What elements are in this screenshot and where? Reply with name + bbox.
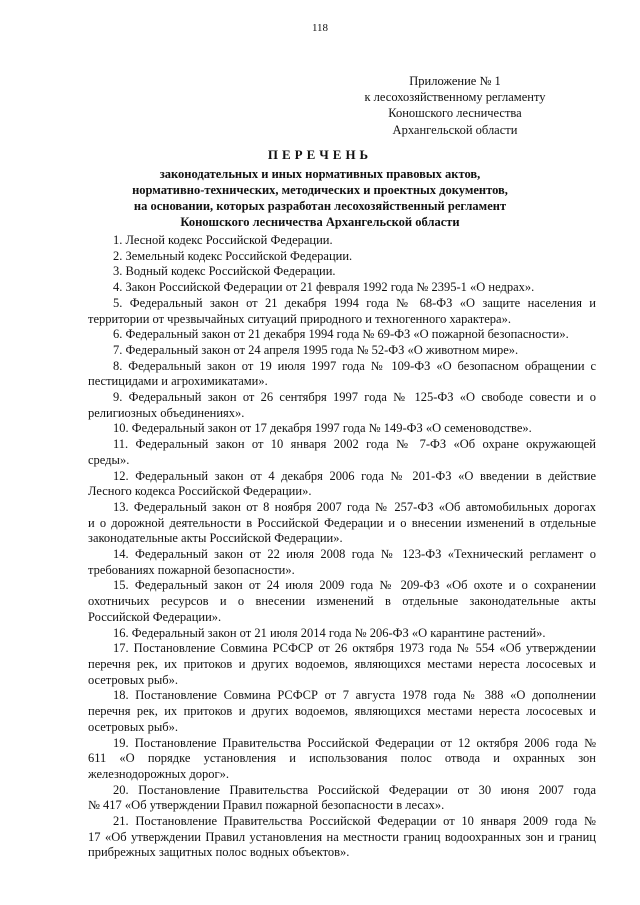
list-item-line: 21. Постановление Правительства Российской Федерации от 10 января 2009 года № [113, 814, 596, 829]
list-item [88, 264, 596, 280]
list-item-line: 17 «Об утверждении Правил установления на местности границ водоохранных зон и границ [88, 829, 596, 844]
list-item [88, 343, 596, 359]
list-item-line: среды». [88, 452, 130, 467]
appendix-line: Коношского лесничества [388, 106, 522, 121]
list-item [88, 390, 596, 421]
document-list [88, 233, 596, 861]
subtitle-line: законодательных и иных нормативных правовых актов, [159, 167, 481, 181]
subtitle-line: нормативно-технических, методических и проектных документов, [132, 183, 508, 197]
list-item-line: № 417 «Об утверждении Правил пожарной безопасности в лесах». [88, 798, 445, 813]
list-item-line: 14. Федеральный закон от 22 июля 2008 года № 123-ФЗ «Технический регламент о [113, 547, 596, 562]
list-item-line: 15. Федеральный закон от 24 июля 2009 года № 209-ФЗ «Об охоте и о сохранении [113, 578, 596, 593]
list-item [88, 437, 596, 468]
page-number: 118 [311, 22, 329, 34]
list-item-line: перечня рек, их притоков и других водоемов, являющихся местами нереста лососевых и [88, 704, 596, 719]
list-item-line: Лесного кодекса Российской Федерации». [88, 484, 312, 499]
list-item-line: 20. Постановление Правительства Российской Федерации от 30 июня 2007 года [113, 782, 596, 797]
list-item-line: пестицидами и агрохимикатами». [88, 374, 268, 389]
list-item [88, 469, 596, 500]
list-item-line: 17. Постановление Совмина РСФСР от 26 октября 1973 года № 554 «Об утверждении [113, 641, 596, 656]
list-item [88, 578, 596, 625]
list-item [88, 249, 596, 265]
list-item-line: перечня рек, их притоков и других водоемов, являющихся местами нереста лососевых и [88, 656, 596, 671]
list-item-line: 8. Федеральный закон от 19 июля 1997 года № 109-ФЗ «О безопасном обращении с [113, 358, 596, 373]
document-title: ПЕРЕЧЕНЬ [267, 147, 373, 162]
list-item-line: требованиях пожарной безопасности». [88, 562, 295, 577]
list-item-line: Российской Федерации». [88, 609, 222, 624]
appendix-line: Приложение № 1 [409, 74, 501, 88]
list-item-line: прибрежных защитных полос водных объектов». [88, 845, 350, 860]
list-item-line: 7. Федеральный закон от 24 апреля 1995 года № 52-ФЗ «О животном мире». [113, 342, 519, 357]
subtitle-line: Коношского лесничества Архангельской области [180, 215, 460, 229]
list-item-line: 6. Федеральный закон от 21 декабря 1994 года № 69-ФЗ «О пожарной безопасности». [113, 327, 569, 342]
list-item-line: 1. Лесной кодекс Российской Федерации. [113, 233, 333, 247]
list-item-line: законодательные акты Российской Федерации». [88, 531, 343, 546]
list-item [88, 736, 596, 783]
list-item [88, 359, 596, 390]
appendix-header [335, 73, 575, 138]
list-item-line: и о дорожной деятельности в Российской Федерации и о внесении изменений в отдельные [88, 515, 596, 530]
list-item-line: 10. Федеральный закон от 17 декабря 1997 года № 149-ФЗ «О семеноводстве». [113, 421, 532, 436]
appendix-line: Архангельской области [392, 122, 518, 137]
list-item-line: 611 «О порядке установления и использования полос отвода и охранных зон [88, 751, 596, 766]
appendix-line: к лесохозяйственному регламенту [364, 90, 546, 105]
list-item [88, 233, 596, 249]
list-item-line: 19. Постановление Правительства Российской Федерации от 12 октября 2006 года № [113, 735, 596, 750]
list-item-line: 3. Водный кодекс Российской Федерации. [113, 264, 336, 279]
list-item-line: 2. Земельный кодекс Российской Федерации. [113, 248, 353, 263]
list-item-line: 11. Федеральный закон от 10 января 2002 года № 7-ФЗ «Об охране окружающей [113, 437, 596, 452]
list-item-line: 12. Федеральный закон от 4 декабря 2006 года № 201-ФЗ «О введении в действие [113, 468, 596, 483]
list-item-line: осетровых рыб». [88, 672, 178, 687]
list-item-line: осетровых рыб». [88, 719, 178, 734]
list-item [88, 641, 596, 688]
list-item [88, 688, 596, 735]
list-item-line: железнодорожных дорог». [88, 766, 229, 781]
list-item-line: 16. Федеральный закон от 21 июля 2014 года № 206-ФЗ «О карантине растений». [113, 625, 546, 640]
list-item [88, 814, 596, 861]
list-item [88, 327, 596, 343]
list-item [88, 783, 596, 814]
list-item-line: территории от чрезвычайных ситуаций природного и техногенного характера». [88, 311, 511, 326]
list-item [88, 626, 596, 642]
subtitle-line: на основании, которых разработан лесохозяйственный регламент [133, 199, 507, 213]
list-item-line: охотничьих ресурсов и о внесении изменений в отдельные законодательные акты [88, 594, 596, 609]
document-subtitle [0, 166, 640, 230]
list-item-line: 4. Закон Российской Федерации от 21 февраля 1992 года № 2395-1 «О недрах». [113, 280, 535, 295]
list-item-line: 9. Федеральный закон от 26 сентября 1997 года № 125-ФЗ «О свободе совести и о [113, 390, 596, 405]
list-item [88, 280, 596, 296]
list-item-line: 13. Федеральный закон от 8 ноября 2007 года № 257-ФЗ «Об автомобильных дорогах [113, 499, 596, 514]
list-item [88, 421, 596, 437]
list-item-line: 18. Постановление Совмина РСФСР от 7 августа 1978 года № 388 «О дополнении [113, 688, 596, 703]
list-item [88, 296, 596, 327]
list-item-line: 5. Федеральный закон от 21 декабря 1994 года № 68-ФЗ «О защите населения и [113, 295, 596, 310]
list-item-line: религиозных объединениях». [88, 405, 245, 420]
list-item [88, 547, 596, 578]
list-item [88, 500, 596, 547]
